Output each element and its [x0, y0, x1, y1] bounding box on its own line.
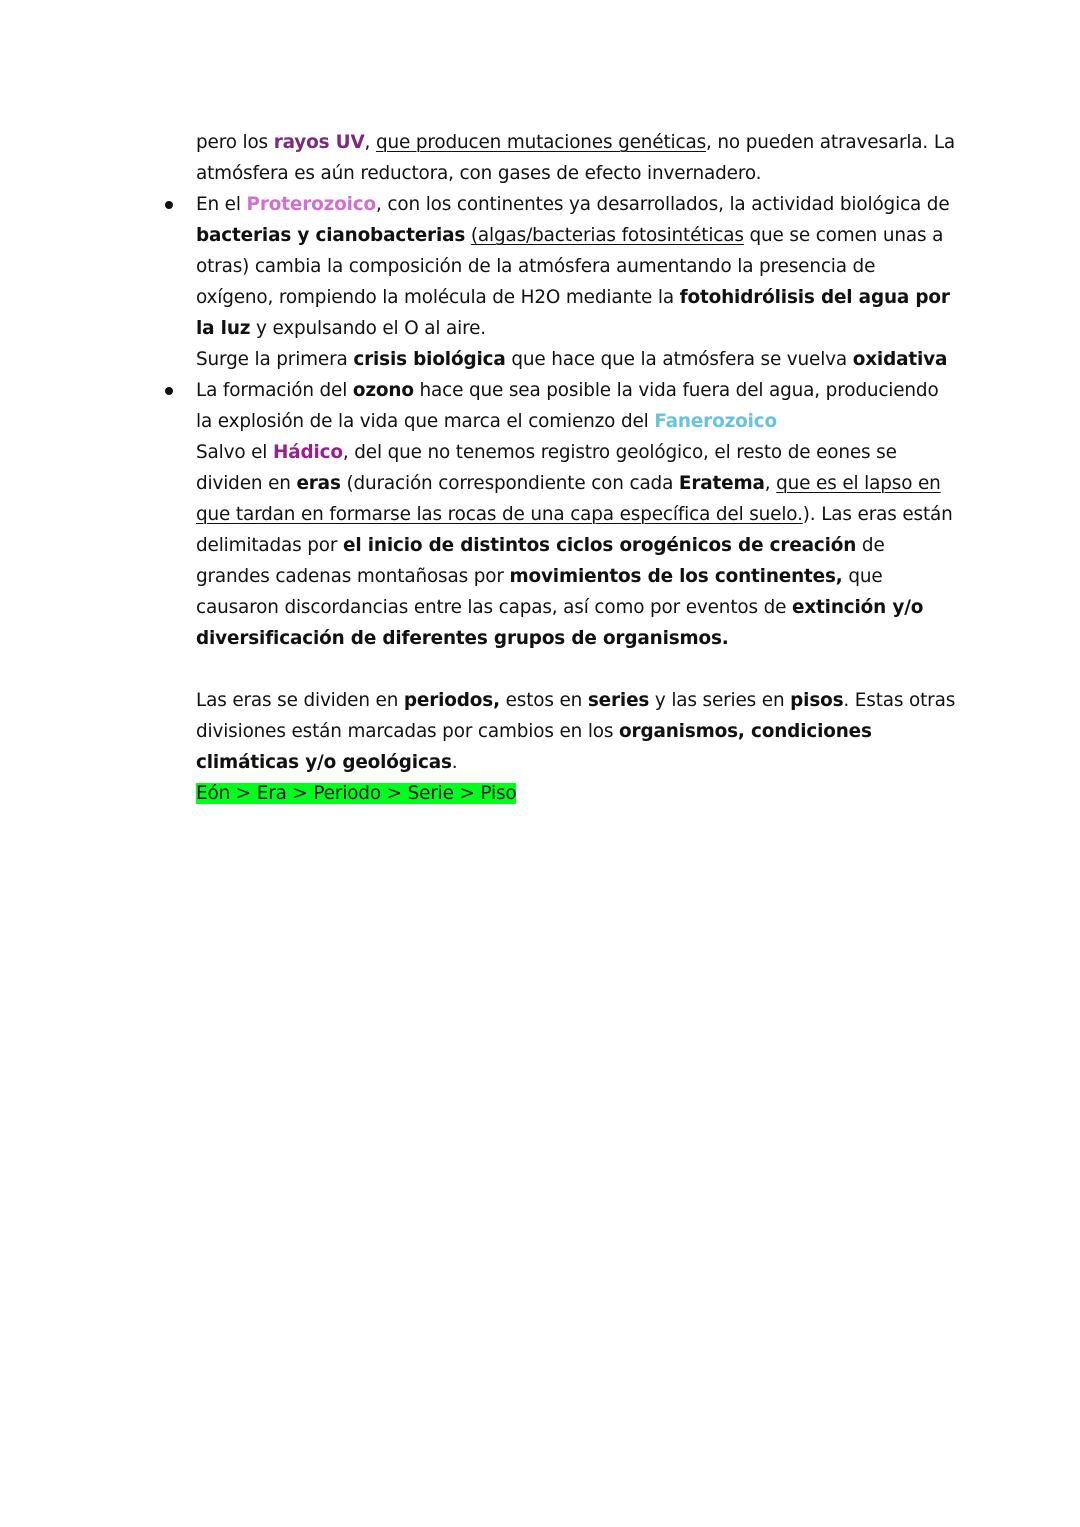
bold-text: pisos: [790, 690, 844, 711]
underlined-text: (algas/bacterias fotosintéticas: [470, 225, 744, 246]
hierarchy-line: [196, 778, 956, 809]
bold-text: fotohidrólisis del agua por la luz: [196, 287, 950, 339]
text: que se comen unas a otras) cambia la composición de la atmósfera aumentando la presencia de oxígeno, rompiendo la molécula de H2O mediante la: [196, 225, 944, 308]
text: ,: [764, 473, 777, 494]
bold-text: Eratema: [678, 473, 765, 494]
underlined-text: que producen mutaciones genéticas: [375, 132, 706, 153]
text: .: [451, 752, 458, 773]
text: hace que sea posible la vida fuera del agua, produciendo la explosión de la vida que marca el comienzo del: [196, 380, 939, 432]
bold-text: organismos, condiciones climáticas y/o geológicas: [196, 721, 872, 773]
bold-text: bacterias y cianobacterias: [196, 225, 466, 246]
bold-text: series: [587, 690, 650, 711]
text: Salvo el: [196, 442, 273, 463]
text: , del que no tenemos registro geológico, el resto de eones se dividen en: [196, 442, 897, 494]
text: de grandes cadenas montañosas por: [196, 535, 885, 587]
text: estos en: [499, 690, 588, 711]
paragraph-crisis: [196, 344, 956, 375]
bold-text: movimientos de los continentes,: [509, 566, 843, 587]
bold-text: eras: [296, 473, 341, 494]
bold-text: extinción y/o diversificación de diferentes grupos de organismos.: [196, 597, 924, 649]
term-fanerozoico: Fanerozoico: [654, 411, 778, 432]
text: y expulsando el O al aire.: [250, 318, 486, 339]
text: que causaron discordancias entre las capas, así como por eventos de: [196, 566, 883, 618]
term-proterozoico: Proterozoico: [246, 194, 377, 215]
bullet-ozono: [196, 375, 956, 437]
text: ). Las eras están delimitadas por: [196, 504, 953, 556]
text: ,: [364, 132, 376, 153]
text: que hace que la atmósfera se vuelva: [505, 349, 853, 370]
paragraph-atmosphere-uv: [196, 127, 956, 189]
text: La formación del: [196, 380, 353, 401]
text: Las eras se dividen en: [196, 690, 404, 711]
text: y las series en: [649, 690, 791, 711]
text: , no pueden atravesarla. La atmósfera es aún reductora, con gases de efecto invernadero.: [196, 132, 956, 184]
text: pero los: [196, 132, 274, 153]
paragraph-divisions: [196, 685, 956, 778]
bullet-proterozoico: [196, 189, 956, 344]
paragraph-eras: [196, 437, 956, 654]
text: Surge la primera: [196, 349, 354, 370]
underlined-text: que es el lapso en que tardan en formarse las rocas de una capa específica del suelo.: [196, 473, 941, 525]
bold-text: el inicio de distintos ciclos orogénicos de creación: [343, 535, 857, 556]
blank-line: [196, 654, 956, 685]
term-rayos-uv: rayos UV: [273, 132, 365, 153]
bold-text: ozono: [352, 380, 414, 401]
document-body: [196, 127, 956, 809]
bold-text: oxidativa: [852, 349, 948, 370]
bold-text: periodos,: [403, 690, 500, 711]
text: . Estas otras divisiones están marcadas por cambios en los: [196, 690, 956, 742]
term-hadico: Hádico: [272, 442, 343, 463]
highlighted-hierarchy: Eón > Era > Periodo > Serie > Piso: [196, 783, 517, 804]
bold-text: crisis biológica: [353, 349, 506, 370]
text: , con los continentes ya desarrollados, la actividad biológica de: [376, 194, 950, 215]
text: En el: [196, 194, 247, 215]
text: (duración correspondiente con cada: [340, 473, 679, 494]
